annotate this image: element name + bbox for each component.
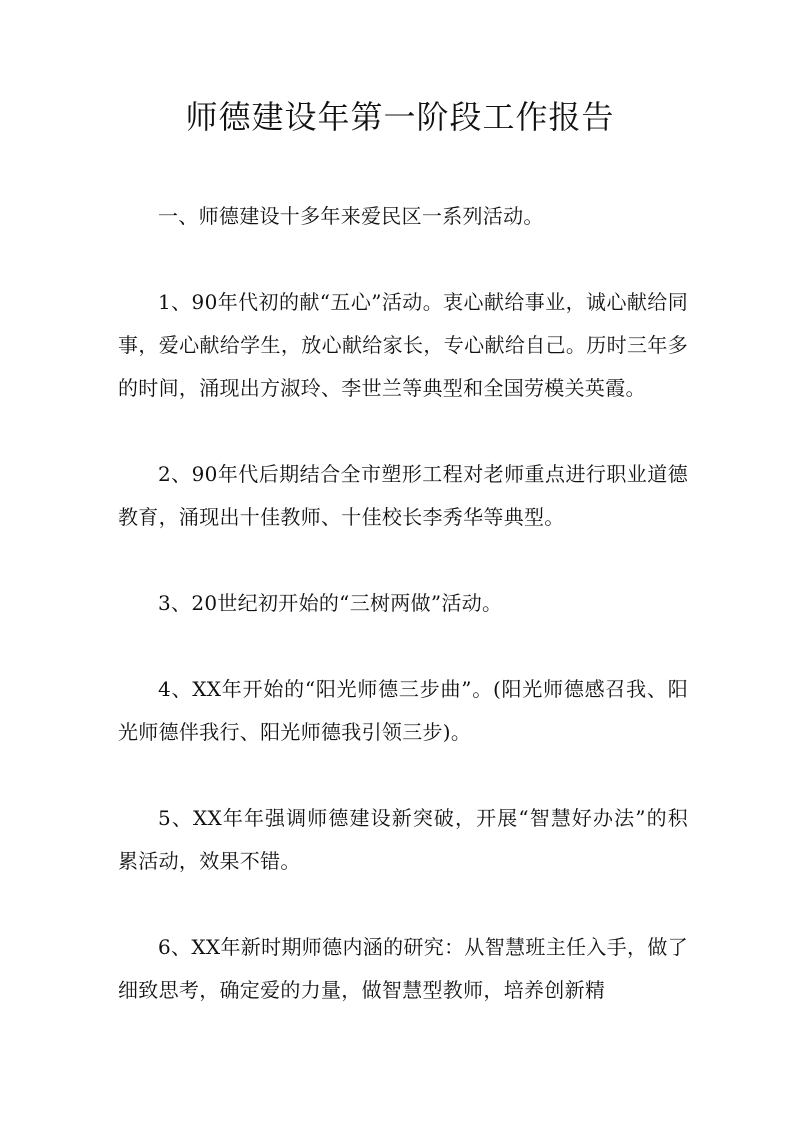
paragraph-item-4: 4、XX年开始的“阳光师德三步曲”。(阳光师德感召我、阳光师德伴我行、阳光师德我引领三步)。 [118,677,688,744]
paragraph-item-6: 6、XX年新时期师德内涵的研究：从智慧班主任入手，做了细致思考，确定爱的力量，做智慧型教师，培养创新精 [118,935,688,1002]
document-body [118,195,688,1055]
section-heading: 一、师德建设十多年来爱民区一系列活动。 [158,204,544,228]
paragraph-item-1: 1、90年代初的献“五心”活动。衷心献给事业，诚心献给同事，爱心献给学生，放心献给家长，专心献给自己。历时三年多的时间，涌现出方淑玲、李世兰等典型和全国劳模关英霞。 [118,290,688,400]
paragraph-item-3: 3、20世纪初开始的“三树两做”活动。 [158,591,503,615]
document-title: 师德建设年第一阶段工作报告 [185,98,615,136]
paragraph-item-2: 2、90年代后期结合全市塑形工程对老师重点进行职业道德教育，涌现出十佳教师、十佳校长李秀华等典型。 [118,462,688,529]
paragraph-item-5: 5、XX年年强调师德建设新突破，开展“智慧好办法”的积累活动，效果不错。 [118,806,688,873]
